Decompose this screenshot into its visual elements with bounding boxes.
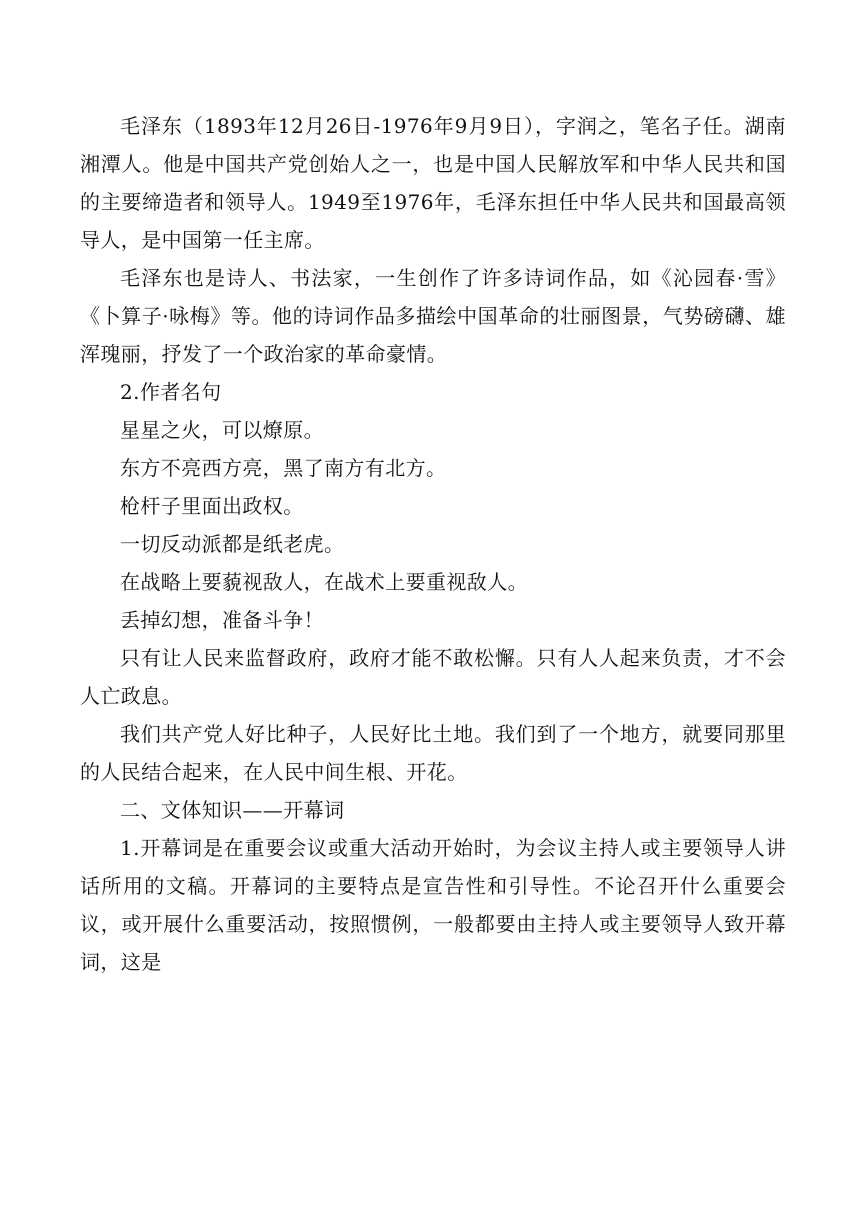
quote-line: 在战略上要藐视敌人，在战术上要重视敌人。 xyxy=(120,570,528,594)
section-heading-quotes: 2.作者名句 xyxy=(120,380,222,404)
quote-line: 丢掉幻想，准备斗争！ xyxy=(120,608,324,632)
paragraph-poetry: 毛泽东也是诗人、书法家，一生创作了许多诗词作品，如《沁园春·雪》《卜算子·咏梅》等。他的诗词作品多描绘中国革命的壮丽图景，气势磅礴、雄浑瑰丽，抒发了一个政治家的革命豪情。 xyxy=(80,266,786,366)
paragraph-opening-speech: 1.开幕词是在重要会议或重大活动开始时，为会议主持人或主要领导人讲话所用的文稿。开幕词的主要特点是宣告性和引导性。不论召开什么重要会议，或开展什么重要活动，按照惯例，一般都要由主持人或主要领导人致开幕词，这是 xyxy=(80,836,786,974)
quote-line: 我们共产党人好比种子，人民好比土地。我们到了一个地方，就要同那里的人民结合起来，在人民中间生根、开花。 xyxy=(80,722,786,784)
document-body xyxy=(80,107,786,981)
quote-line: 枪杆子里面出政权。 xyxy=(120,494,304,518)
paragraph-biography: 毛泽东（1893年12月26日-1976年9月9日），字润之，笔名子任。湖南湘潭人。他是中国共产党创始人之一，也是中国人民解放军和中华人民共和国的主要缔造者和领导人。1949至1976年，毛泽东担任中华人民共和国最高领导人，是中国第一任主席。 xyxy=(80,114,786,252)
section-heading-genre: 二、文体知识——开幕词 xyxy=(120,798,345,822)
quote-line: 星星之火，可以燎原。 xyxy=(120,418,324,442)
quote-line: 一切反动派都是纸老虎。 xyxy=(120,532,345,556)
quote-line: 东方不亮西方亮，黑了南方有北方。 xyxy=(120,456,447,480)
quote-line: 只有让人民来监督政府，政府才能不敢松懈。只有人人起来负责，才不会人亡政息。 xyxy=(80,646,786,708)
